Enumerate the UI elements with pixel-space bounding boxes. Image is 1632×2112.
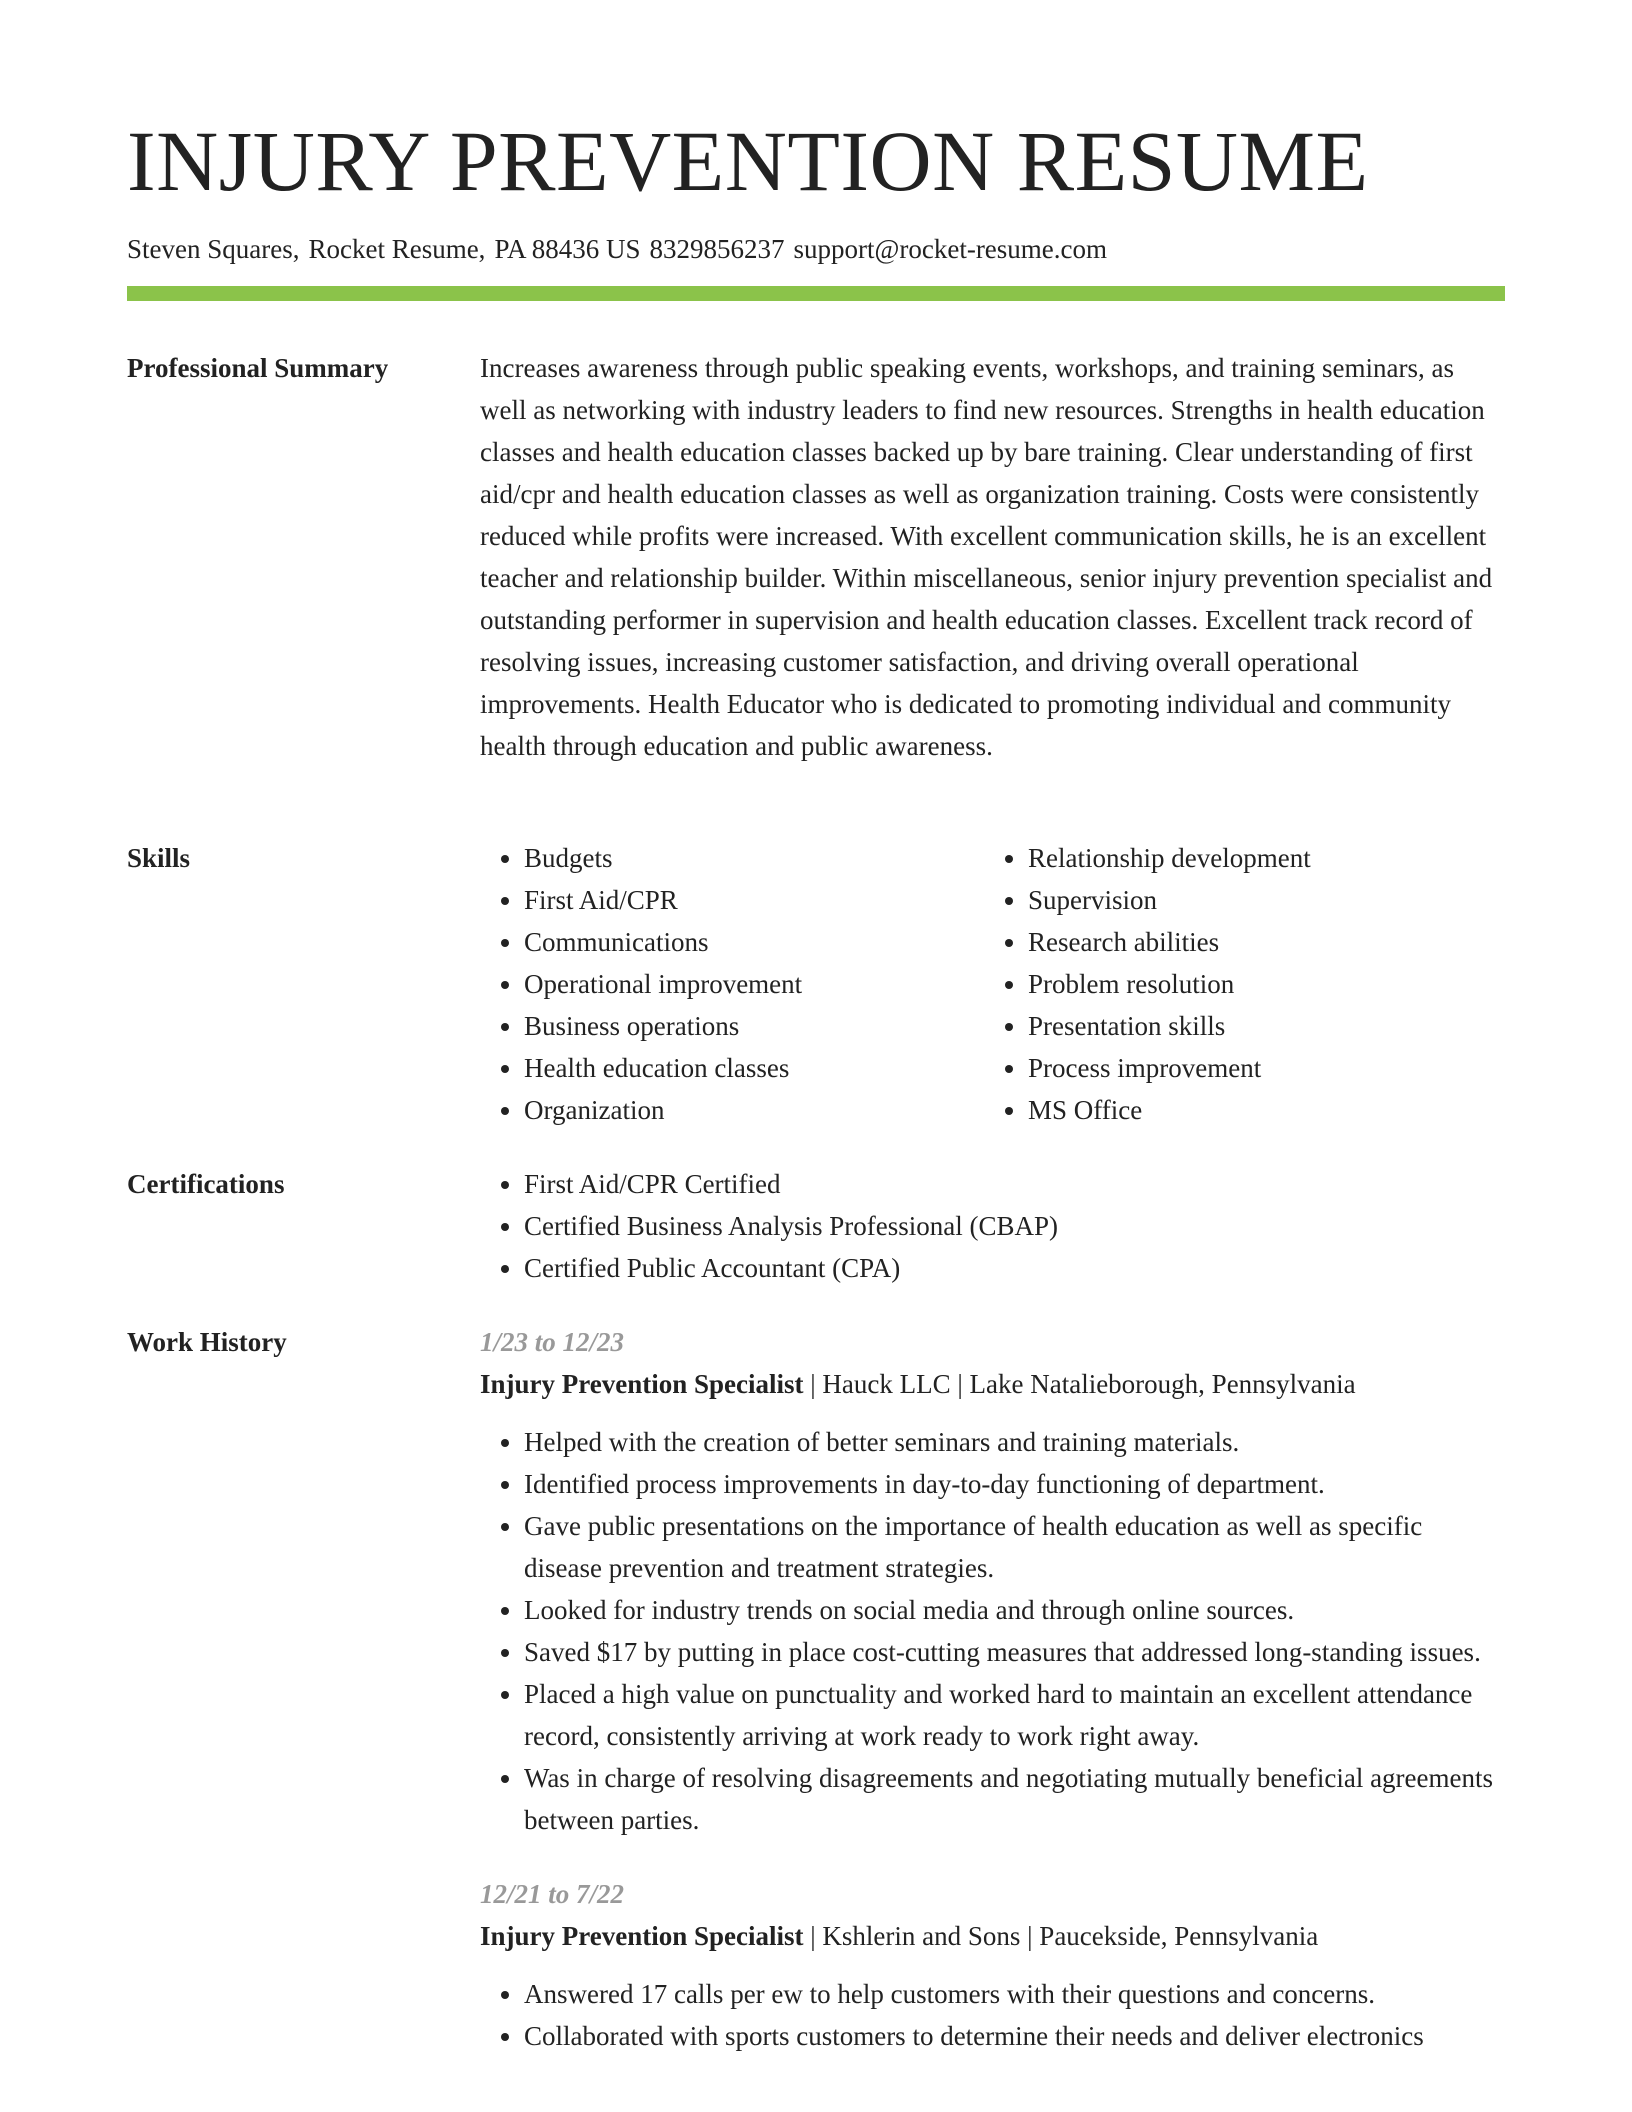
job-duty: • Answered 17 calls per ew to help customers with their questions and concerns.	[524, 1973, 1505, 2015]
certifications-label: Certifications	[127, 1169, 285, 1199]
skill-item: • Supervision	[1028, 879, 1548, 921]
job-employer-location: | Kshlerin and Sons | Paucekside, Pennsylvania	[803, 1921, 1319, 1951]
skill-item: • Research abilities	[1028, 921, 1548, 963]
skills-label: Skills	[127, 843, 191, 873]
work-history-body	[480, 1321, 1505, 2089]
skill-item: • Problem resolution	[1028, 963, 1548, 1005]
job-employer-location: | Hauck LLC | Lake Natalieborough, Pennsylvania	[803, 1369, 1356, 1399]
summary-label: Professional Summary	[127, 353, 389, 383]
skill-item: • Operational improvement	[524, 963, 1024, 1005]
contact-location: PA 88436 US	[494, 234, 641, 264]
skill-item: • Organization	[524, 1089, 1024, 1131]
certification-item: • Certified Business Analysis Professional (CBAP)	[524, 1205, 1505, 1247]
certifications-body	[480, 1163, 1505, 1289]
summary-text: Increases awareness through public speaking events, workshops, and training seminars, as well as networking with industry leaders to find new resources. Strengths in health education classes and health education classes backed up by bare training. Clear understanding of first aid/cpr and health education classes as well as organization training. Costs were consistently reduced while profits were increased. With excellent communication skills, he is an excellent teacher and relationship builder. Within miscellaneous, senior injury prevention specialist and outstanding performer in supervision and health education classes. Excellent track record of resolving issues, increasing customer satisfaction, and driving overall operational improvements. Health Educator who is dedicated to promoting individual and community health through education and public awareness.	[480, 353, 1493, 761]
skill-item: • Health education classes	[524, 1047, 1024, 1089]
resume-title: INJURY PREVENTION RESUME	[127, 113, 1369, 209]
job-duty: • Placed a high value on punctuality and worked hard to maintain an excellent attendance record, consistently arriving at work ready to work right away.	[524, 1673, 1505, 1757]
skill-item: • Presentation skills	[1028, 1005, 1548, 1047]
skills-columns	[480, 837, 1505, 1131]
job-title-line	[480, 1915, 1505, 1957]
summary-body	[480, 347, 1505, 767]
contact-name: Steven Squares,	[127, 234, 300, 264]
skill-item: • Business operations	[524, 1005, 1024, 1047]
accent-divider	[127, 286, 1505, 301]
contact-email: support@rocket-resume.com	[793, 234, 1108, 264]
job-dates: 1/23 to 12/23	[480, 1327, 625, 1357]
skill-item: • MS Office	[1028, 1089, 1548, 1131]
job-entry	[480, 1321, 1505, 1841]
job-dates: 12/21 to 7/22	[480, 1879, 625, 1909]
job-duty: • Collaborated with sports customers to determine their needs and deliver electronics	[524, 2015, 1505, 2057]
contact-line	[127, 231, 1116, 267]
contact-company: Rocket Resume,	[308, 234, 486, 264]
job-duty: • Looked for industry trends on social media and through online sources.	[524, 1589, 1505, 1631]
job-role: Injury Prevention Specialist	[480, 1921, 804, 1951]
work-history-label: Work History	[127, 1327, 287, 1357]
job-duty: • Identified process improvements in day-to-day functioning of department.	[524, 1463, 1505, 1505]
certification-item: • First Aid/CPR Certified	[524, 1163, 1505, 1205]
skills-list-right	[984, 837, 1548, 1131]
job-duty: • Saved $17 by putting in place cost-cutting measures that addressed long-standing issues.	[524, 1631, 1505, 1673]
skills-list-left	[480, 837, 1024, 1131]
job-duty: • Helped with the creation of better seminars and training materials.	[524, 1421, 1505, 1463]
skills-body	[480, 837, 1505, 1131]
certification-item: • Certified Public Accountant (CPA)	[524, 1247, 1505, 1289]
skill-item: • First Aid/CPR	[524, 879, 1024, 921]
job-duty: • Gave public presentations on the importance of health education as well as specific disease prevention and treatment strategies.	[524, 1505, 1505, 1589]
job-entry	[480, 1873, 1505, 2057]
job-role: Injury Prevention Specialist	[480, 1369, 804, 1399]
skill-item: • Relationship development	[1028, 837, 1548, 879]
skill-item: • Communications	[524, 921, 1024, 963]
job-duties-list	[480, 1973, 1505, 2057]
contact-phone: 8329856237	[649, 234, 785, 264]
job-duty: • Was in charge of resolving disagreements and negotiating mutually beneficial agreements between parties.	[524, 1757, 1505, 1841]
job-duties-list	[480, 1421, 1505, 1841]
job-title-line	[480, 1363, 1505, 1405]
certifications-list	[480, 1163, 1505, 1289]
skill-item: • Process improvement	[1028, 1047, 1548, 1089]
skill-item: • Budgets	[524, 837, 1024, 879]
